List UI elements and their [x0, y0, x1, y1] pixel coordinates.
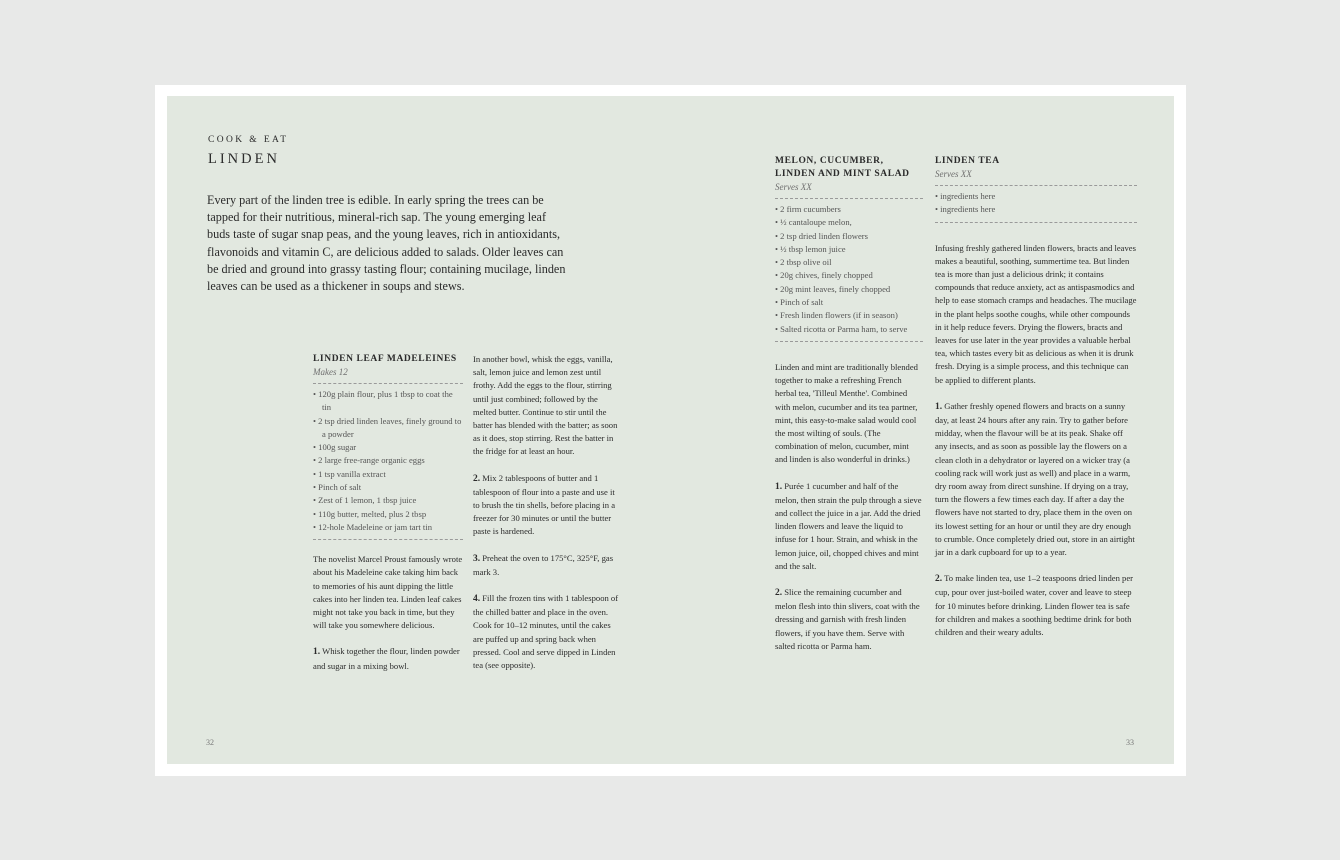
divider: [775, 198, 923, 199]
recipe-step: [775, 480, 923, 573]
recipe-step: [473, 592, 623, 672]
recipe-step: [935, 572, 1137, 639]
ingredient-item: • ingredients here: [935, 190, 1137, 203]
divider: [775, 341, 923, 342]
recipe-yield: Serves XX: [775, 182, 812, 192]
step-text: Gather freshly opened flowers and bracts on a sunny day, at least 24 hours after any rain. Try to gather before midday, when the flavour will be at its peak. Shake off any insects, and as soon as possible lay the flowers on a clean cloth in a dehydrator or layered on a wicker tray (a cooling rack will work just as well) and place in a warm, dry room away from direct sunshine. If drying on a tray, turn the flowers a few times each day. If after a day the flowers have not started to dry, place them in the oven on its lowest setting for an hour or until they are dry enough to crumble. Once completely dried out, store in an airtight jar in a dark cupboard for up to a year.: [935, 400, 1135, 558]
ingredient-item: • Pinch of salt: [313, 481, 463, 494]
divider: [935, 185, 1137, 186]
step-number: 1.: [935, 401, 943, 412]
step-text: Slice the remaining cucumber and melon flesh into thin slivers, coat with the dressing and garnish with fresh linden flowers, if you have them. Serve with salted ricotta or Parma ham.: [775, 587, 920, 651]
step-number: 2.: [473, 473, 481, 484]
recipe-step: [935, 400, 1137, 559]
recipe-body: [775, 361, 923, 653]
recipe-title: LINDEN LEAF MADELEINES: [313, 354, 457, 364]
step-text: Preheat the oven to 175°C, 325°F, gas mark 3.: [473, 552, 614, 577]
salad-recipe: [775, 155, 923, 666]
recipe-yield: Makes 12: [313, 367, 348, 377]
recipe-step: [313, 645, 463, 672]
ingredient-item: • Zest of 1 lemon, 1 tbsp juice: [313, 494, 463, 507]
ingredient-item: • 120g plain flour, plus 1 tbsp to coat the tin: [313, 388, 463, 415]
recipe-title: LINDEN TEA: [935, 156, 1000, 166]
ingredient-item: • 2 tbsp olive oil: [775, 256, 923, 269]
madeleines-method: [473, 353, 623, 685]
divider: [313, 383, 463, 384]
ingredient-item: • 110g butter, melted, plus 2 tbsp: [313, 508, 463, 521]
divider: [935, 222, 1137, 223]
section-kicker: COOK & EAT: [208, 135, 289, 145]
ingredient-item: • Fresh linden flowers (if in season): [775, 309, 923, 322]
recipe-title-line1: MELON, CUCUMBER,: [775, 156, 884, 166]
recipe-note: The novelist Marcel Proust famously wrote about his Madeleine cake taking him back to memories of his aunt dipping the little cakes into her linden tea. Linden leaf cakes might not take you back in time, but they will take you somewhere delicious.: [313, 554, 463, 631]
divider: [313, 539, 463, 540]
recipe-yield: Serves XX: [935, 169, 972, 179]
recipe-body: [313, 553, 463, 673]
ingredient-list: [935, 190, 1137, 217]
step-text: To make linden tea, use 1–2 teaspoons dried linden per cup, pour over just-boiled water, cover and leave to steep for 10 minutes before drinking. Linden flower tea is safe for children and makes a soothing bedtime drink for both children and their weary adults.: [935, 573, 1134, 638]
recipe-body: [935, 242, 1137, 640]
page-number-right: 33: [1126, 738, 1134, 747]
recipe-step: [473, 472, 623, 539]
ingredient-item: • ingredients here: [935, 203, 1137, 216]
madeleines-recipe: [313, 353, 463, 686]
ingredient-item: • 100g sugar: [313, 441, 463, 454]
step-number: 1.: [313, 647, 321, 658]
recipe-step: [473, 552, 623, 579]
recipe-note: Linden and mint are traditionally blended together to make a refreshing French herbal tea, 'Tilleul Menthe'. Combined with melon, cucumber and its tea partner, mint, this easy-to-make salad would cool the most wilting of souls. (The combination of melon, cucumber, mint and linden is also wonderful in drinks.): [775, 361, 918, 465]
recipe-step: [775, 586, 923, 653]
step-number: 4.: [473, 594, 481, 605]
recipe-title-line2: LINDEN AND MINT SALAD: [775, 169, 910, 179]
step-number: 2.: [775, 588, 783, 599]
tea-recipe: [935, 155, 1137, 652]
ingredient-item: • ½ tbsp lemon juice: [775, 243, 923, 256]
step-number: 2.: [935, 574, 943, 585]
intro-paragraph: Every part of the linden tree is edible. In early spring the trees can be tapped for their nutritious, mineral-rich sap. The young emerging leaf buds taste of sugar snap peas, and the young leaves, rich in antioxidants, flavonoids and vitamin C, are delicious added to salads. Older leaves can be dried and ground into grassy tasting flour; containing mucilage, linden leaves can be used as a thickener in soups and stews.: [207, 193, 566, 294]
step-text: Whisk together the flour, linden powder and sugar in a mixing bowl.: [313, 646, 460, 671]
step-text: Purée 1 cucumber and half of the melon, then strain the pulp through a sieve and collect the juice in a jar. Add the dried linden flowers and leave the liquid to infuse for 1 hour. Strain, and whisk in the lemon juice, oil, chopped chives and mint and the salt.: [775, 480, 922, 571]
ingredient-item: • 2 tsp dried linden leaves, finely ground to a powder: [313, 415, 463, 442]
ingredient-item: • Salted ricotta or Parma ham, to serve: [775, 323, 923, 336]
recipe-note: Infusing freshly gathered linden flowers, bracts and leaves makes a beautiful, soothing, summertime tea. But linden tea is more than just a delicious drink; it contains compounds that reduce anxiety, act as antispasmodics and help to ease stomach cramps and headaches. The mucilage in the plant helps soothe coughs, while other compounds in it help reduce fevers. Drying the flowers, bracts and leaves for use later in the year provides a valuable herbal tea, which tastes every bit as delicious as when it is drunk fresh. Drying is a simple process, and this technique can be applied to different plants.: [935, 242, 1137, 385]
ingredient-item: • 1 tsp vanilla extract: [313, 468, 463, 481]
ingredient-item: • 20g mint leaves, finely chopped: [775, 283, 923, 296]
ingredient-list: [775, 203, 923, 336]
ingredient-item: • ½ cantaloupe melon,: [775, 216, 923, 229]
step-number: 1.: [775, 481, 783, 492]
page-number-left: 32: [206, 738, 214, 747]
ingredient-item: • Pinch of salt: [775, 296, 923, 309]
step-text: Mix 2 tablespoons of butter and 1 tablespoon of flour into a paste and use it to brush the tin shells, before placing in a freezer for 30 minutes or until the butter paste is hardened.: [473, 472, 616, 537]
ingredient-item: • 2 tsp dried linden flowers: [775, 230, 923, 243]
ingredient-list: [313, 388, 463, 534]
step-text: Fill the frozen tins with 1 tablespoon of the chilled batter and place in the oven. Cook for 10–12 minutes, until the cakes are puffed up and spring back when pressed. Cool and serve dipped in Linden tea (see opposite).: [473, 593, 619, 671]
ingredient-item: • 12-hole Madeleine or jam tart tin: [313, 521, 463, 534]
ingredient-item: • 2 firm cucumbers: [775, 203, 923, 216]
step-number: 3.: [473, 553, 481, 564]
ingredient-item: • 20g chives, finely chopped: [775, 269, 923, 282]
step-continued: In another bowl, whisk the eggs, vanilla, salt, lemon juice and lemon zest until frothy. Add the eggs to the flour, stirring until just combined; followed by the melted butter. Continue to stir until the batter has blended with the batter; as soon as it does, stop stirring. Rest the batter in the fridge for at least an hour.: [473, 354, 618, 457]
page-title: LINDEN: [208, 151, 280, 167]
ingredient-item: • 2 large free-range organic eggs: [313, 454, 463, 467]
